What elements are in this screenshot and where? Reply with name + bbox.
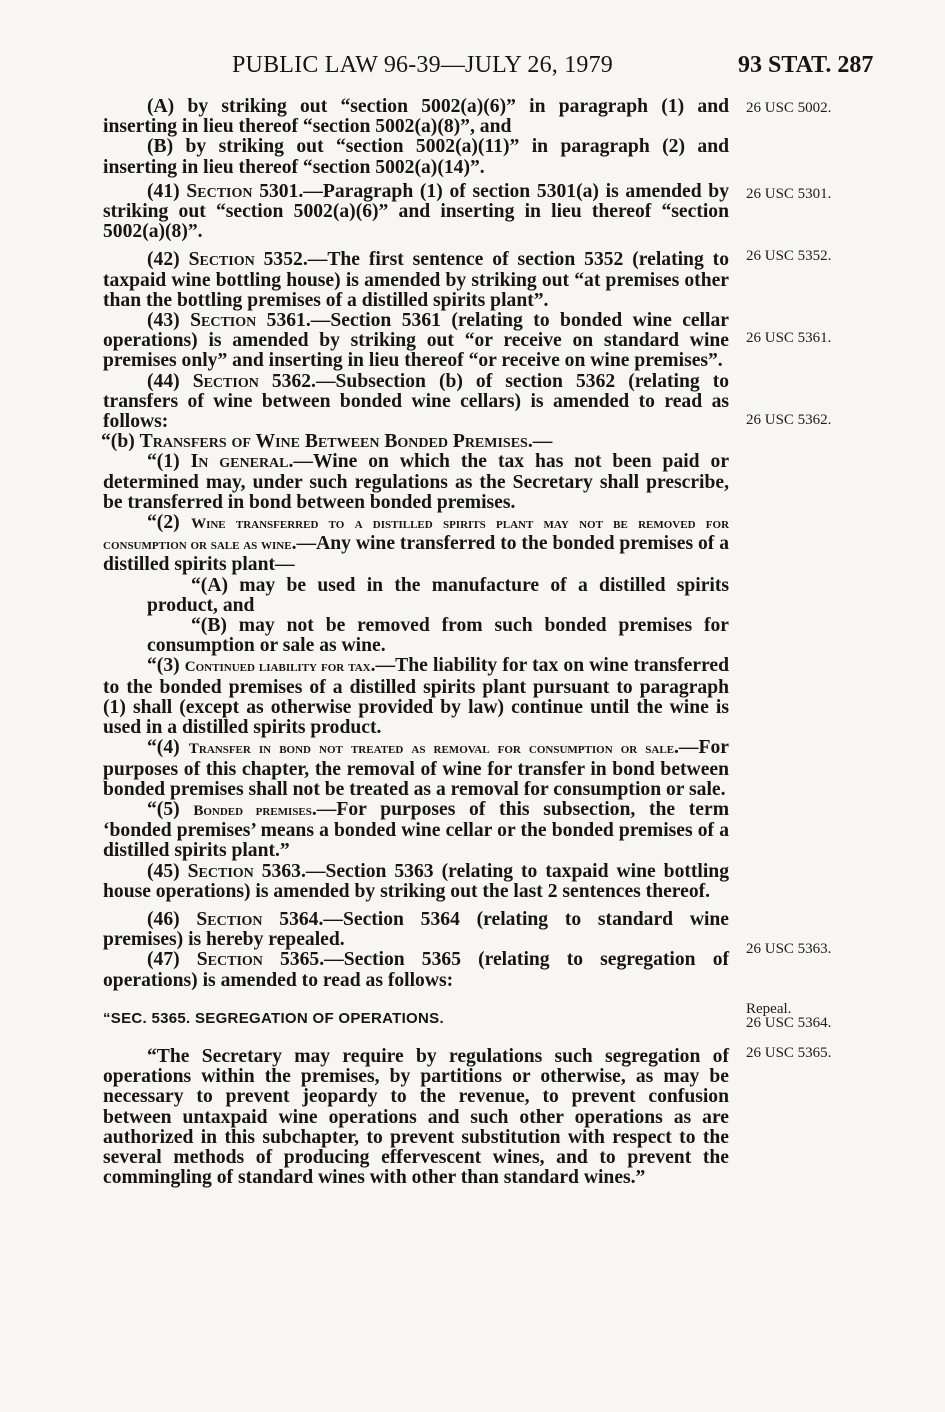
section-ref: Section 5363: [187, 860, 301, 882]
margin-citation: 26 USC 5365.: [746, 1045, 832, 1061]
clause-b: (B) by striking out “section 5002(a)(11)” in paragraph (2) and inserting in lieu thereof “section 5002(a)(14)”.: [103, 136, 729, 178]
margin-citation: 26 USC 5361.: [746, 330, 832, 346]
margin-citation: 26 USC 5352.: [746, 248, 832, 264]
margin-citation: 26 USC 5362.: [746, 412, 832, 428]
margin-note-repeal: Repeal.: [746, 1001, 792, 1017]
subparagraph-2: “(2) Wine transferred to a distilled spirits plant may not be removed for consumption or sale as wine.—Any wine transferred to the bonded premises of a distilled spirits plant—: [103, 512, 730, 576]
law-text-body: [103, 97, 729, 1188]
section-ref: Section 5352: [188, 249, 303, 271]
margin-citation: 26 USC 5301.: [746, 186, 832, 202]
paragraph-43: (43) Section 5361.—Section 5361 (relating to bonded wine cellar operations) is amended by striking out “or receive on standard wine premises only” and inserting in lieu thereof “or receive on wine premises”.: [103, 310, 729, 372]
subparagraph-1: “(1) In general.—Wine on which the tax has not been paid or determined may, under such regulations as the Secretary shall prescribe, be transferred in bond between bonded premises.: [103, 451, 730, 513]
subparagraph-2a: “(A) may be used in the manufacture of a distilled spirits product, and: [147, 574, 729, 616]
subparagraph-4: “(4) Transfer in bond not treated as removal for consumption or sale.—For purposes of this chapter, the removal of wine for transfer in bond between bonded premises shall not be treated as a removal for consumption or sale.: [103, 737, 729, 800]
paragraph-47: (47) Section 5365.—Section 5365 (relating to segregation of operations) is amended to read as follows:: [103, 949, 730, 991]
paragraph-41: (41) Section 5301.—Paragraph (1) of section 5301(a) is amended by striking out “section 5002(a)(6)” and inserting in lieu thereof “section 5002(a)(8)”.: [103, 180, 730, 243]
subsection-b-heading: “(b) Transfers of Wine Between Bonded Premises.—: [101, 431, 553, 453]
section-ref: Section 5301: [186, 180, 299, 202]
paragraph-44: (44) Section 5362.—Subsection (b) of section 5362 (relating to transfers of wine between bonded wine cellars) is amended to read as follows:: [103, 370, 730, 433]
paragraph-42: (42) Section 5352.—The first sentence of section 5352 (relating to taxpaid wine bottling house) is amended by striking out “at premises other than the bottling premises of a distilled spirits plant”.: [103, 249, 729, 311]
subparagraph-5: “(5) Bonded premises.—For purposes of this subsection, the term ‘bonded premises’ means a bonded wine cellar or the bonded premises of a distilled spirits plant.”: [103, 798, 730, 862]
margin-citation: 26 USC 5363.: [746, 941, 832, 957]
section-5365-heading: “SEC. 5365. SEGREGATION OF OPERATIONS.: [103, 1009, 444, 1027]
section-ref: Section 5361: [190, 310, 306, 332]
paragraph-46: (46) Section 5364.—Section 5364 (relating to standard wine premises) is hereby repealed.: [103, 908, 730, 951]
margin-citation: 26 USC 5002.: [746, 100, 832, 116]
section-5365-text: “The Secretary may require by regulations such segregation of operations within the premises, by partitions or otherwise, as may be necessary to prevent jeopardy to the revenue, to prevent confusion between untaxpaid wine operations and such other operations as are authorized in this subchapter, to prevent substitution with respect to the several methods of producing effervescent wines, and to prevent the commingling of standard wines with other than standard wines.”: [103, 1045, 729, 1189]
section-ref: Section 5362: [192, 370, 312, 392]
statute-page-number: 93 STAT. 287: [738, 52, 874, 78]
page-header: [0, 52, 945, 86]
paragraph-45: (45) Section 5363.—Section 5363 (relating to taxpaid wine bottling house operations) is amended by striking out the last 2 sentences thereof.: [103, 860, 729, 902]
subparagraph-2b: “(B) may not be removed from such bonded premises for consumption or sale as wine.: [147, 615, 729, 657]
subparagraph-3: “(3) Continued liability for tax.—The liability for tax on wine transferred to the bonded premises of a distilled spirits plant pursuant to paragraph (1) shall (except as otherwise provided by law) continue until the wine is used in a distilled spirits product.: [103, 655, 729, 739]
section-ref: Section 5365: [196, 949, 320, 971]
section-ref: Section 5364: [196, 908, 319, 930]
clause-a: (A) by striking out “section 5002(a)(6)” in paragraph (1) and inserting in lieu thereof “section 5002(a)(8)”, and: [103, 96, 729, 138]
header-title: PUBLIC LAW 96-39—JULY 26, 1979: [232, 52, 613, 78]
margin-citation: 26 USC 5364.: [746, 1015, 832, 1031]
